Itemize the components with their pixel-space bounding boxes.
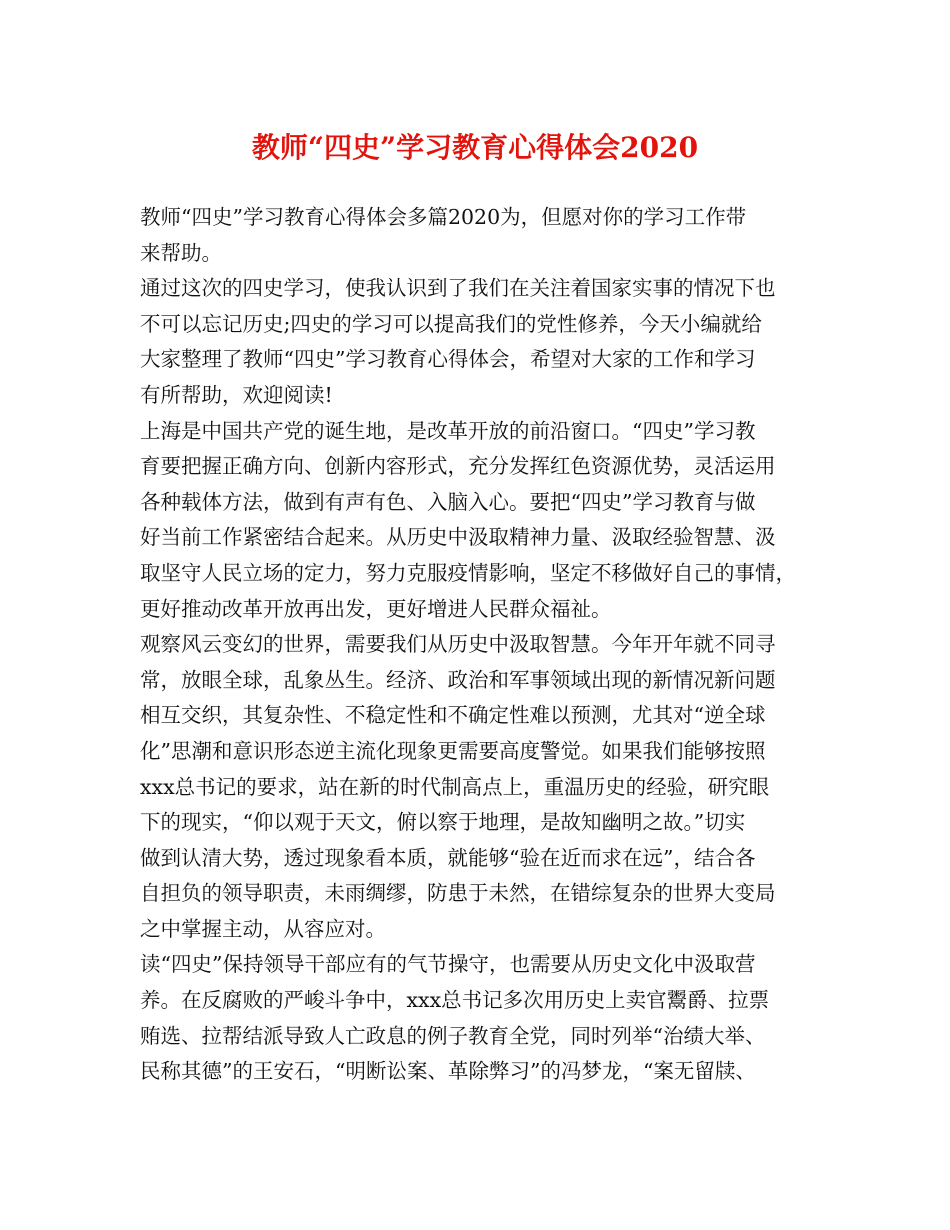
text-line: 之中掌握主动，从容应对。 [140,916,386,941]
text-line: 大家整理了教师“四史”学习教育心得体会，希望对大家的工作和学习 [140,347,756,372]
text-line: 更好推动改革开放再出发，更好增进人民群众福祉。 [140,596,612,621]
text-line: 育要把握正确方向、创新内容形式，充分发挥红色资源优势，灵活运用 [140,454,776,479]
text-line: 养。在反腐败的严峻斗争中，xxx总书记多次用历史上卖官鬻爵、拉票 [140,988,770,1013]
text-line: 观察风云变幻的世界，需要我们从历史中汲取智慧。今年开年就不同寻 [140,632,776,657]
text-line: 好当前工作紧密结合起来。从历史中汲取精神力量、汲取经验智慧、汲 [140,525,776,550]
text-line: 取坚守人民立场的定力，努力克服疫情影响，坚定不移做好自己的事情， [140,560,796,585]
text-line: 各种载体方法，做到有声有色、入脑入心。要把“四史”学习教育与做 [140,489,756,514]
text-line: 来帮助。 [140,240,222,265]
text-line: 贿选、拉帮结派导致人亡政息的例子教育全党，同时列举“治绩大举、 [140,1023,766,1048]
text-line: 下的现实，“仰以观于天文，俯以察于地理，是故知幽明之故。”切实 [140,810,746,835]
document-title: 教师“四史”学习教育心得体会2020 [251,131,699,164]
text-line: 读“四史”保持领导干部应有的气节操守，也需要从历史文化中汲取营 [140,952,756,977]
text-line: 民称其德”的王安石，“明断讼案、革除弊习”的冯梦龙，“案无留牍、 [140,1059,756,1084]
text-line: 化”思潮和意识形态逆主流化现象更需要高度警觉。如果我们能够按照 [140,738,766,763]
text-line: 自担负的领导职责，未雨绸缪，防患于未然，在错综复杂的世界大变局 [140,881,776,906]
text-line: 常，放眼全球，乱象丛生。经济、政治和军事领域出现的新情况新问题 [140,667,776,692]
text-line: xxx总书记的要求，站在新的时代制高点上，重温历史的经验，研究眼 [140,774,770,799]
text-line: 有所帮助，欢迎阅读! [140,382,333,407]
text-line: 通过这次的四史学习，使我认识到了我们在关注着国家实事的情况下也 [140,276,776,301]
text-line: 做到认清大势，透过现象看本质，就能够“验在近而求在远”，结合各 [140,845,756,870]
text-line: 教师“四史”学习教育心得体会多篇2020为，但愿对你的学习工作带 [140,205,747,229]
text-line: 不可以忘记历史;四史的学习可以提高我们的党性修养，今天小编就给 [140,311,762,336]
text-line: 相互交织，其复杂性、不稳定性和不确定性难以预测，尤其对“逆全球 [140,703,766,728]
document-body [140,200,820,1090]
text-line: 上海是中国共产党的诞生地，是改革开放的前沿窗口。“四史”学习教 [140,418,756,443]
